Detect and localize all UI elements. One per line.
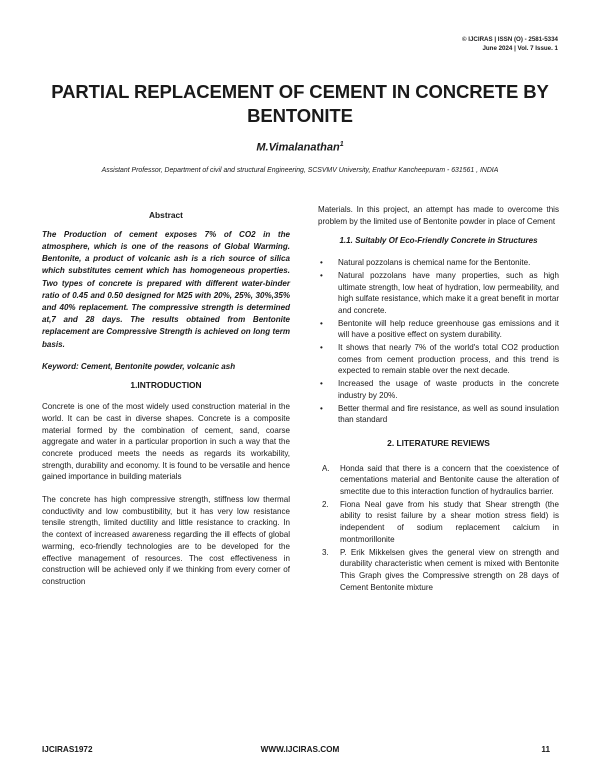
paper-title: PARTIAL REPLACEMENT OF CEMENT IN CONCRETE BY BENTONITE xyxy=(51,81,549,126)
literature-marker: A. xyxy=(322,463,330,473)
bullet-icon: • xyxy=(320,258,323,268)
list-item-text: It shows that nearly 7% of the world's total CO2 production comes from cement production process, and this trend is expected to remain stable over the next decade. xyxy=(338,343,559,376)
author-name: M.Vimalanathan xyxy=(256,141,340,154)
subsection-heading: 1.1. Suitably Of Eco-Friendly Concrete in Structures xyxy=(339,236,538,246)
intro-paragraph-2: The concrete has high compressive strength, stiffness low thermal conductivity and low combustibility, but it has very low resistance tensile strength, limited ductility and little resistance to cracking. In the context of increased awareness regarding the ill effects of global warming, eco-friendly technologies are to be developed for the effective management of resources. The cost effectiveness in construction will be achieved only if we thinking from every corner of construction xyxy=(42,495,290,586)
bullet-icon: • xyxy=(320,318,323,328)
list-item xyxy=(318,270,559,317)
literature-item xyxy=(318,499,559,546)
abstract-heading: Abstract xyxy=(149,210,183,220)
literature-text: P. Erik Mikkelsen gives the general view on strength and durability characteristic when cement is mixed with Bentonite This Graph gives the Compressive strength on 28 days of Cement Bentonite mixture xyxy=(340,547,559,592)
footer-journal-code: IJCIRAS1972 xyxy=(42,745,93,754)
left-column xyxy=(42,210,290,588)
literature-marker: 2. xyxy=(322,499,329,509)
literature-item xyxy=(318,463,559,498)
literature-text: Fiona Neal gave from his study that Shear strength (the ability to resist failure by a shear motion stress field) is independent of sodium replacement calcium in montmorillonite xyxy=(340,499,559,544)
journal-issn: © IJCIRAS | ISSN (O) - 2581-5334 xyxy=(461,36,558,43)
introduction-heading: 1.INTRODUCTION xyxy=(130,380,202,391)
keywords: Keyword: Cement, Bentonite powder, volcanic ash xyxy=(42,361,236,371)
bullet-icon: • xyxy=(320,403,323,413)
literature-marker: 3. xyxy=(322,547,329,557)
author xyxy=(0,141,600,154)
literature-item xyxy=(318,547,559,594)
affiliation: Assistant Professor, Department of civil and structural Engineering, SCSVMV University, Enathur Kancheepuram - 631561 , INDIA xyxy=(101,167,499,174)
abstract-text: The Production of cement exposes 7% of CO2 in the atmosphere, which is one of the reasons of Global Warming. Bentonite, a product of volcanic ash is a rich source of silica which substitutes cement which has homogeneous properties. Two types of concrete is prepared with different water-binder ratio of 0.45 and 0.50 designed for M25 with 20%, 25%, 30%,35% and 40% replacement. The compressive strength is determined at,7 and 28 days. The results obtained from Bentonite replacement are Compressive Strength is achieved on long term basis. xyxy=(42,229,290,349)
literature-text: Honda said that there is a concern that the coexistence of cementations material and Bentonite cause the alteration of smectite due to this interaction function of hydraulics barrier. xyxy=(340,463,559,497)
journal-header xyxy=(462,35,558,53)
list-item xyxy=(318,257,559,269)
journal-issue: June 2024 | Vol. 7 Issue. 1 xyxy=(482,45,558,52)
literature-heading: 2. LITERATURE REVIEWS xyxy=(387,437,490,448)
list-item-text: Natural pozzolans is chemical name for the Bentonite. xyxy=(338,258,531,268)
bullet-icon: • xyxy=(320,343,323,353)
author-sup: 1 xyxy=(339,141,344,148)
list-item xyxy=(318,378,559,401)
eco-friendly-list xyxy=(318,257,559,426)
bullet-icon: • xyxy=(320,379,323,389)
literature-list xyxy=(318,463,559,594)
list-item xyxy=(318,403,559,426)
page-number: 11 xyxy=(541,745,550,754)
list-item-text: Bentonite will help reduce greenhouse gas emissions and it will have a positive effect on system durability. xyxy=(338,318,559,340)
list-item xyxy=(318,318,559,341)
list-item-text: Increased the usage of waste products in the concrete industry by 20%. xyxy=(338,379,559,400)
bullet-icon: • xyxy=(320,270,323,280)
list-item-text: Better thermal and fire resistance, as well as sound insulation than standard xyxy=(338,403,559,425)
footer-website: WWW.IJCIRAS.COM xyxy=(260,745,340,754)
intro-paragraph-3: Materials. In this project, an attempt has made to overcome this problem by the limited use of Bentonite powder in place of Cement xyxy=(318,205,559,226)
intro-paragraph-1: Concrete is one of the most widely used construction material in the world. It can be cast in diverse shapes. Concrete is a composite material formed by the combination of cement, sand, coarse aggregate and water in a particular proportion in such a way that the concrete produced meets the needs as regards its workability, strength, durability and economy. It is found to be versatile and hence gained importance in building materials xyxy=(42,402,290,482)
right-column xyxy=(318,204,559,594)
list-item xyxy=(318,342,559,377)
list-item-text: Natural pozzolans have many properties, such as high ultimate strength, low heat of hydration, low permeability, and high sulfate resistance, which make it a great benefit in mortar and concrete. xyxy=(338,270,559,315)
